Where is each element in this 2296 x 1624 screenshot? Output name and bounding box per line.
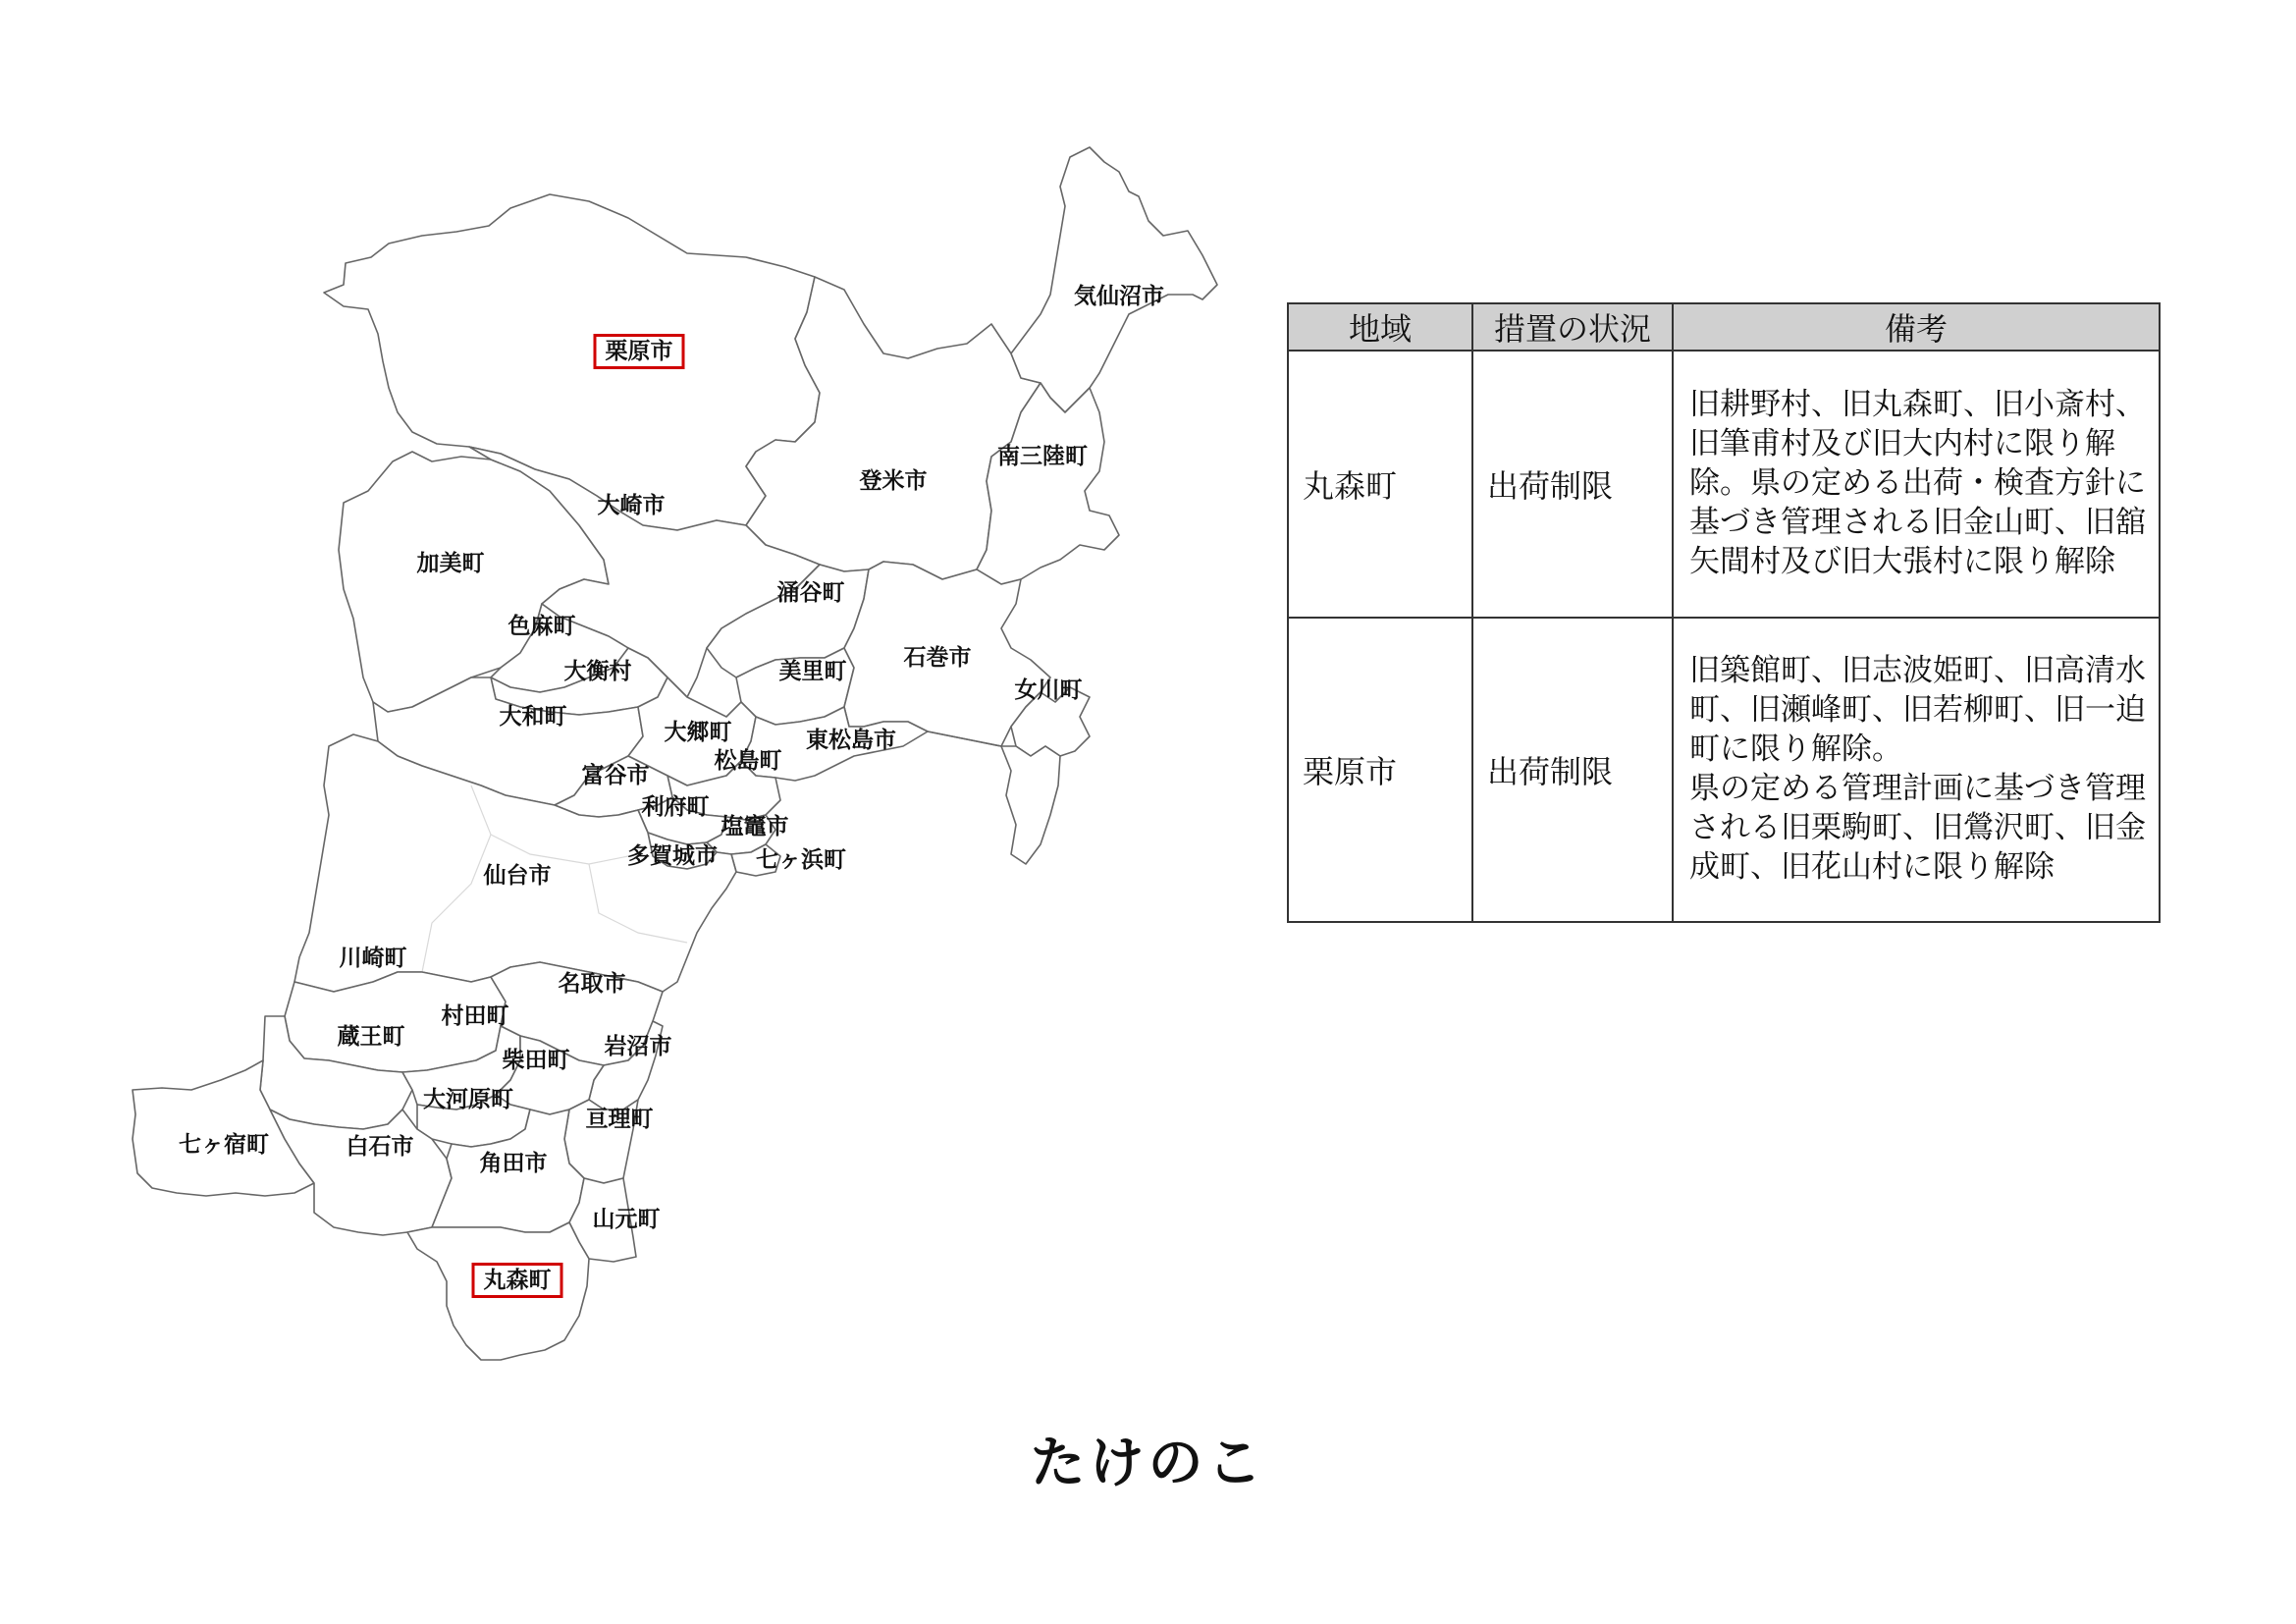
map-label-rifu: 利府町 bbox=[641, 794, 710, 820]
map-label-watari: 亘理町 bbox=[585, 1107, 654, 1132]
map-label-osaki: 大崎市 bbox=[597, 493, 666, 518]
header-status: 措置の状況 bbox=[1472, 303, 1673, 351]
map-label-kami: 加美町 bbox=[416, 551, 485, 576]
map-label-shichikashuku: 七ヶ宿町 bbox=[179, 1132, 269, 1158]
kesennuma-area bbox=[1011, 147, 1217, 412]
ishinomaki-peninsula bbox=[1001, 746, 1060, 864]
map-label-minamisanriku: 南三陸町 bbox=[997, 444, 1088, 469]
map-label-ogawara: 大河原町 bbox=[423, 1087, 513, 1112]
map-label-taiwa: 大和町 bbox=[499, 704, 567, 730]
table-row bbox=[1288, 618, 2160, 922]
map-label-marumori[interactable]: 丸森町 bbox=[472, 1263, 563, 1298]
map-label-yamamoto: 山元町 bbox=[592, 1207, 661, 1232]
table-row bbox=[1288, 351, 2160, 618]
table-header-row bbox=[1288, 303, 2160, 351]
page-title: たけのこ bbox=[1030, 1432, 1266, 1495]
map-label-kakuda: 角田市 bbox=[479, 1151, 548, 1176]
map-label-kesennuma: 気仙沼市 bbox=[1074, 284, 1164, 309]
map-label-zao: 蔵王町 bbox=[337, 1024, 405, 1050]
cell-region: 丸森町 bbox=[1288, 351, 1472, 618]
map-label-tagajo: 多賀城市 bbox=[627, 843, 718, 869]
map-label-iwanuma: 岩沼市 bbox=[604, 1034, 672, 1059]
cell-status: 出荷制限 bbox=[1472, 351, 1673, 618]
map-label-shibata: 柴田町 bbox=[502, 1048, 570, 1073]
header-region: 地域 bbox=[1288, 303, 1472, 351]
map-label-shiogama: 塩竈市 bbox=[721, 814, 789, 839]
map-label-ishinomaki: 石巻市 bbox=[903, 645, 972, 671]
map-label-ohira: 大衡村 bbox=[563, 659, 632, 684]
cell-status: 出荷制限 bbox=[1472, 618, 1673, 922]
map-label-natori: 名取市 bbox=[558, 971, 626, 997]
cell-region: 栗原市 bbox=[1288, 618, 1472, 922]
map-label-misato: 美里町 bbox=[778, 659, 847, 684]
map-label-kawasaki: 川崎町 bbox=[339, 946, 407, 971]
map-label-murata: 村田町 bbox=[441, 1003, 509, 1029]
map-label-tome: 登米市 bbox=[859, 468, 928, 494]
map-label-shikama: 色麻町 bbox=[507, 614, 576, 639]
map-label-osato: 大郷町 bbox=[664, 720, 732, 745]
map-label-shichigahama: 七ヶ浜町 bbox=[756, 847, 846, 873]
cell-note: 旧築館町、旧志波姫町、旧高清水町、旧瀬峰町、旧若柳町、旧一迫町に限り解除。 県の定める管理計画に基づき管理される旧栗駒町、旧鶯沢町、旧金成町、旧花山村に限り解除 bbox=[1673, 618, 2160, 922]
map-label-onagawa: 女川町 bbox=[1014, 677, 1083, 703]
map-label-higashimatsushima: 東松島市 bbox=[806, 728, 896, 753]
map-label-sendai: 仙台市 bbox=[483, 863, 552, 889]
cell-note: 旧耕野村、旧丸森町、旧小斎村、旧筆甫村及び旧大内村に限り解除。県の定める出荷・検査方針に基づき管理される旧金山町、旧舘矢間村及び旧大張村に限り解除 bbox=[1673, 351, 2160, 618]
map-label-shiroishi: 白石市 bbox=[346, 1134, 414, 1160]
header-note: 備考 bbox=[1673, 303, 2160, 351]
map-label-wakuya: 涌谷町 bbox=[776, 580, 845, 606]
map-label-tomiya: 富谷市 bbox=[581, 763, 650, 788]
map-label-kurihara[interactable]: 栗原市 bbox=[594, 334, 685, 369]
restriction-status-table bbox=[1287, 302, 2161, 923]
map-label-matsushima: 松島町 bbox=[714, 748, 782, 774]
